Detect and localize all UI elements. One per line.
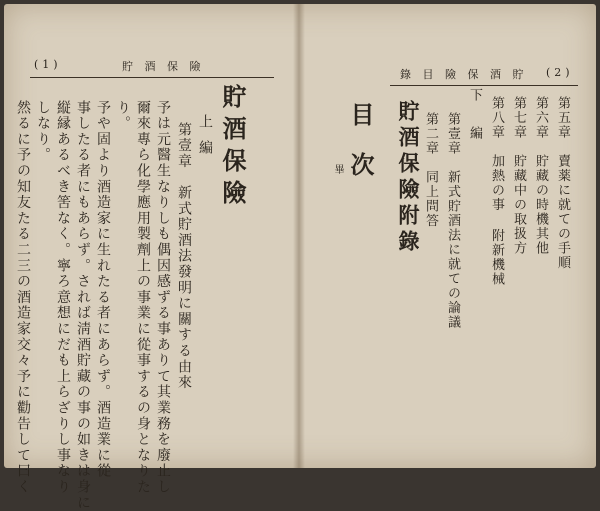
toc-entry: 第六章 貯藏の時機其他 bbox=[533, 96, 548, 256]
part-heading: 上編 bbox=[197, 114, 213, 166]
toc-entry: 第八章 加熱の事 附新機械 bbox=[489, 96, 504, 287]
body-line: 事したる者にもあらず。されば淸酒貯藏の事の如きは身に bbox=[75, 100, 91, 511]
toc-entry: 第二章 同上問答 bbox=[423, 112, 438, 228]
running-title: 錄 目 險 保 酒 貯 bbox=[400, 68, 528, 81]
running-title: 貯 酒 保 險 bbox=[122, 60, 205, 73]
body-line: 爾來專ら化學應用製劑上の事業に從事するの身となりた bbox=[135, 100, 151, 495]
body-line: 然るに予の知友たる二三の酒造家交々予に勸告して曰く bbox=[15, 100, 31, 495]
toc-end-mark: 畢 bbox=[332, 164, 343, 174]
book-title: 貯酒保險 bbox=[218, 84, 247, 212]
toc-part-heading: 下 編 bbox=[467, 88, 482, 145]
toc-entry: 第壹章 新式貯酒法に就ての論議 bbox=[445, 112, 460, 330]
body-line: しなり。 bbox=[35, 100, 51, 164]
appendix-title: 貯酒保險附錄 bbox=[396, 100, 421, 256]
chapter-heading: 第壹章 新式貯酒法發明に關する由來 bbox=[176, 122, 192, 391]
right-page bbox=[302, 4, 596, 468]
body-line: り。 bbox=[115, 100, 131, 132]
header-rule bbox=[30, 77, 274, 78]
body-line: 予は元醫生なりしも偶因感ずる事ありて其業務を廢止し bbox=[155, 100, 171, 495]
page-number: (1) bbox=[34, 58, 62, 71]
toc-entry: 第五章 賣薬に就ての手順 bbox=[555, 96, 570, 270]
page-number: (2) bbox=[546, 66, 574, 79]
toc-entry: 第七章 貯藏中の取扱方 bbox=[511, 96, 526, 256]
toc-title: 目次 bbox=[346, 102, 375, 202]
left-page bbox=[4, 4, 296, 511]
body-line: 予や固より酒造家に生れたる者にあらず。酒造業に從 bbox=[95, 100, 111, 480]
body-line: 縦縁あるべき筈なく。寧ろ意想にだも上らざりし事なり bbox=[55, 100, 71, 495]
header-rule bbox=[390, 85, 578, 86]
